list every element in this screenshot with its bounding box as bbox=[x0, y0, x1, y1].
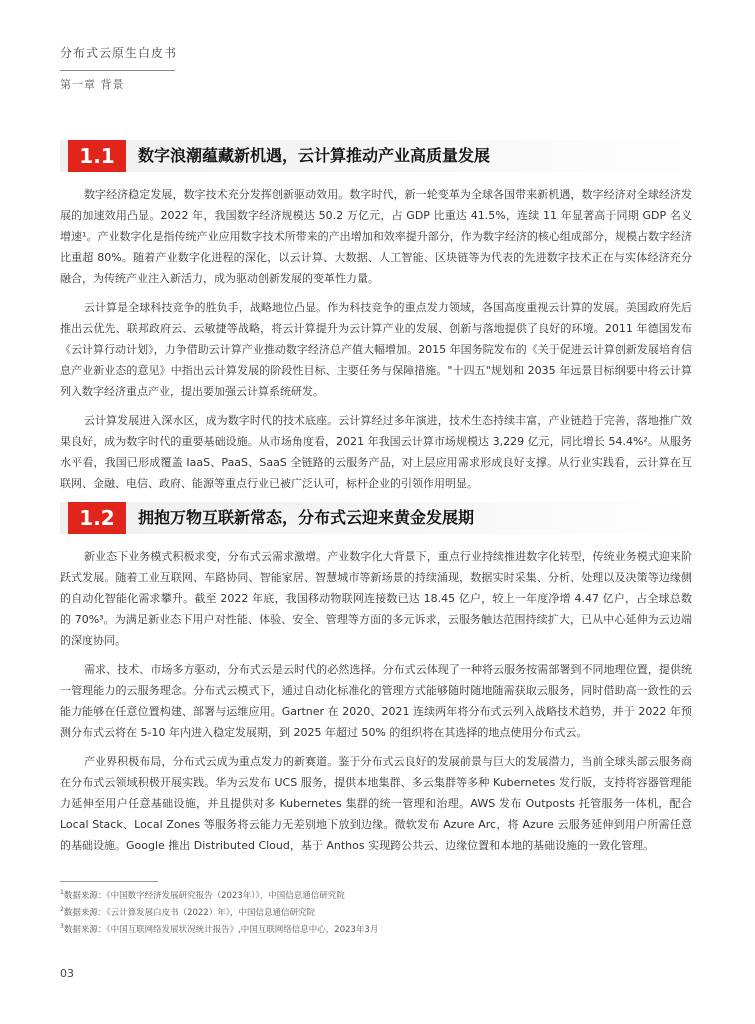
section-1-2 bbox=[60, 500, 695, 864]
paragraph: 需求、技术、市场多方驱动，分布式云是云时代的必然选择。分布式云体现了一种将云服务按需部署到不同地理位置，提供统一管理能力的云服务理念。分布式云模式下，通过自动化标准化的管理方式能够随时随地随需获取云服务，同时借助高一致性的云能力能够在任意位置构建、部署与运维应用。Gartner 在 2020、2021 连续两年将分布式云列入战略技术趋势，并于 2022 年预测分布式云将在 5-10 年内进入稳定发展期，到 2025 年超过 50% 的组织将在其选择的地点使用分布式云。 bbox=[60, 663, 692, 739]
paragraph: 云计算是全球科技竞争的胜负手，战略地位凸显。作为科技竞争的重点发力领域，各国高度重视云计算的发展。美国政府先后推出云优先、联邦政府云、云敏捷等战略，将云计算提升为云计算产业的发展、创新与落地提供了良好的环境。2011 年德国发布《云计算行动计划》，力争借助云计算产业推动数字经济总产值大幅增加。2015 年国务院发布的《关于促进云计算创新发展培育信息产业新业态的意见》中指出云计算发展的阶段性目标、主要任务与保障措施。"十四五"规划和 2035 年远景目标纲要中将云计算列入数字经济重点产业，提出要加强云计算系统研发。 bbox=[60, 301, 692, 398]
paragraph: 云计算发展进入深水区，成为数字时代的技术底座。云计算经过多年演进，技术生态持续丰富，产业链趋于完善，落地推广效果良好，成为数字时代的重要基础设施。从市场角度看，2021 年我国云计算市场规模达 3,229 亿元，同比增长 54.4%²。从服务水平看，我国已形成覆盖 IaaS、PaaS、SaaS 全链路的云服务产品，对上层应用需求形成良好支撑。从行业实践看，云计算在互联网、金融、电信、政府、能源等重点行业已被广泛认可，标杆企业的引领作用明显。 bbox=[60, 414, 692, 490]
footnote-divider bbox=[60, 881, 158, 882]
section-title: 拥抱万物互联新常态，分布式云迎来黄金发展期 bbox=[138, 508, 475, 527]
paragraph: 产业界积极布局，分布式云成为重点发力的新赛道。鉴于分布式云良好的发展前景与巨大的发展潜力，当前全球头部云服务商在分布式云领域积极开展实践。华为云发布 UCS 服务，提供本地集群、多云集群等多种 Kubernetes 发行版，支持将容器管理能力延伸至用户任意基础设施，并且提供对多 Kubernetes 集群的统一管理和治理。AWS 发布 Outposts 托管服务一体机，配合 Local Stack、Local Zones 等服务将云能力无差别地下放到边缘。微软发布 Azure Arc，将 Azure 云服务延伸到用户所需任意的基础设施。Google 推出 Distributed Cloud，基于 Anthos 实现跨公共云、边缘位置和本地的基础设施的一致化管理。 bbox=[60, 755, 692, 852]
paragraph: 数字经济稳定发展，数字技术充分发挥创新驱动效用。数字时代，新一轮变革为全球各国带来新机遇，数字经济对全球经济发展的加速效用凸显。2022 年，我国数字经济规模达 50.2 万亿元，占 GDP 比重达 41.5%，连续 11 年显著高于同期 GDP 名义增速¹。产业数字化是指传统产业应用数字技术所带来的产出增加和效率提升部分，作为数字经济的核心组成部分，规模占数字经济比重超 80%。随着产业数字化进程的深化，以云计算、大数据、人工智能、区块链等为代表的先进数字技术正在与实体经济充分融合，为传统产业注入新活力，成为驱动创新发展的变革性力量。 bbox=[60, 188, 692, 285]
footnote-2: $^2$数据来源：《云计算发展白皮书（2022）年》，中国信息通信研究院 bbox=[60, 905, 315, 918]
header-divider bbox=[60, 70, 175, 71]
footnote-1: $^1$数据来源：《中国数字经济发展研究报告（2023年）》，中国信息通信研究院 bbox=[60, 889, 345, 901]
section-heading bbox=[60, 138, 695, 174]
section-1-1 bbox=[60, 138, 695, 502]
section-heading bbox=[60, 500, 695, 536]
footnote-3: $^3$数据来源：《中国互联网络发展状况统计报告》,中国互联网络信息中心，2023年3月 bbox=[60, 922, 379, 935]
page-header-title: 分布式云原生白皮书 bbox=[60, 46, 178, 60]
footnotes bbox=[60, 886, 700, 936]
section-number-badge: 1.2 bbox=[68, 502, 126, 534]
page-number: 03 bbox=[60, 967, 74, 980]
paragraph: 新业态下业务模式积极求变，分布式云需求激增。产业数字化大背景下，重点行业持续推进数字化转型，传统业务模式迎来阶跃式发展。随着工业互联网、车路协同、智能家居、智慧城市等新场景的持续涌现，数据实时采集、分析、处理以及决策等边缘侧的自动化智能化需求攀升。截至 2022 年底，我国移动物联网连接数已达 18.45 亿户，较上一年度净增 4.47 亿户，占全球总数的 70%³。为满足新业态下用户对性能、体验、安全、管理等方面的多元诉求，云服务触达范围持续扩大，已从中心延伸为云边端的深度协同。 bbox=[60, 550, 692, 647]
chapter-label: 第一章 背景 bbox=[60, 78, 125, 91]
section-number-badge: 1.1 bbox=[68, 140, 126, 172]
section-title: 数字浪潮蕴藏新机遇，云计算推动产业高质量发展 bbox=[138, 146, 491, 165]
